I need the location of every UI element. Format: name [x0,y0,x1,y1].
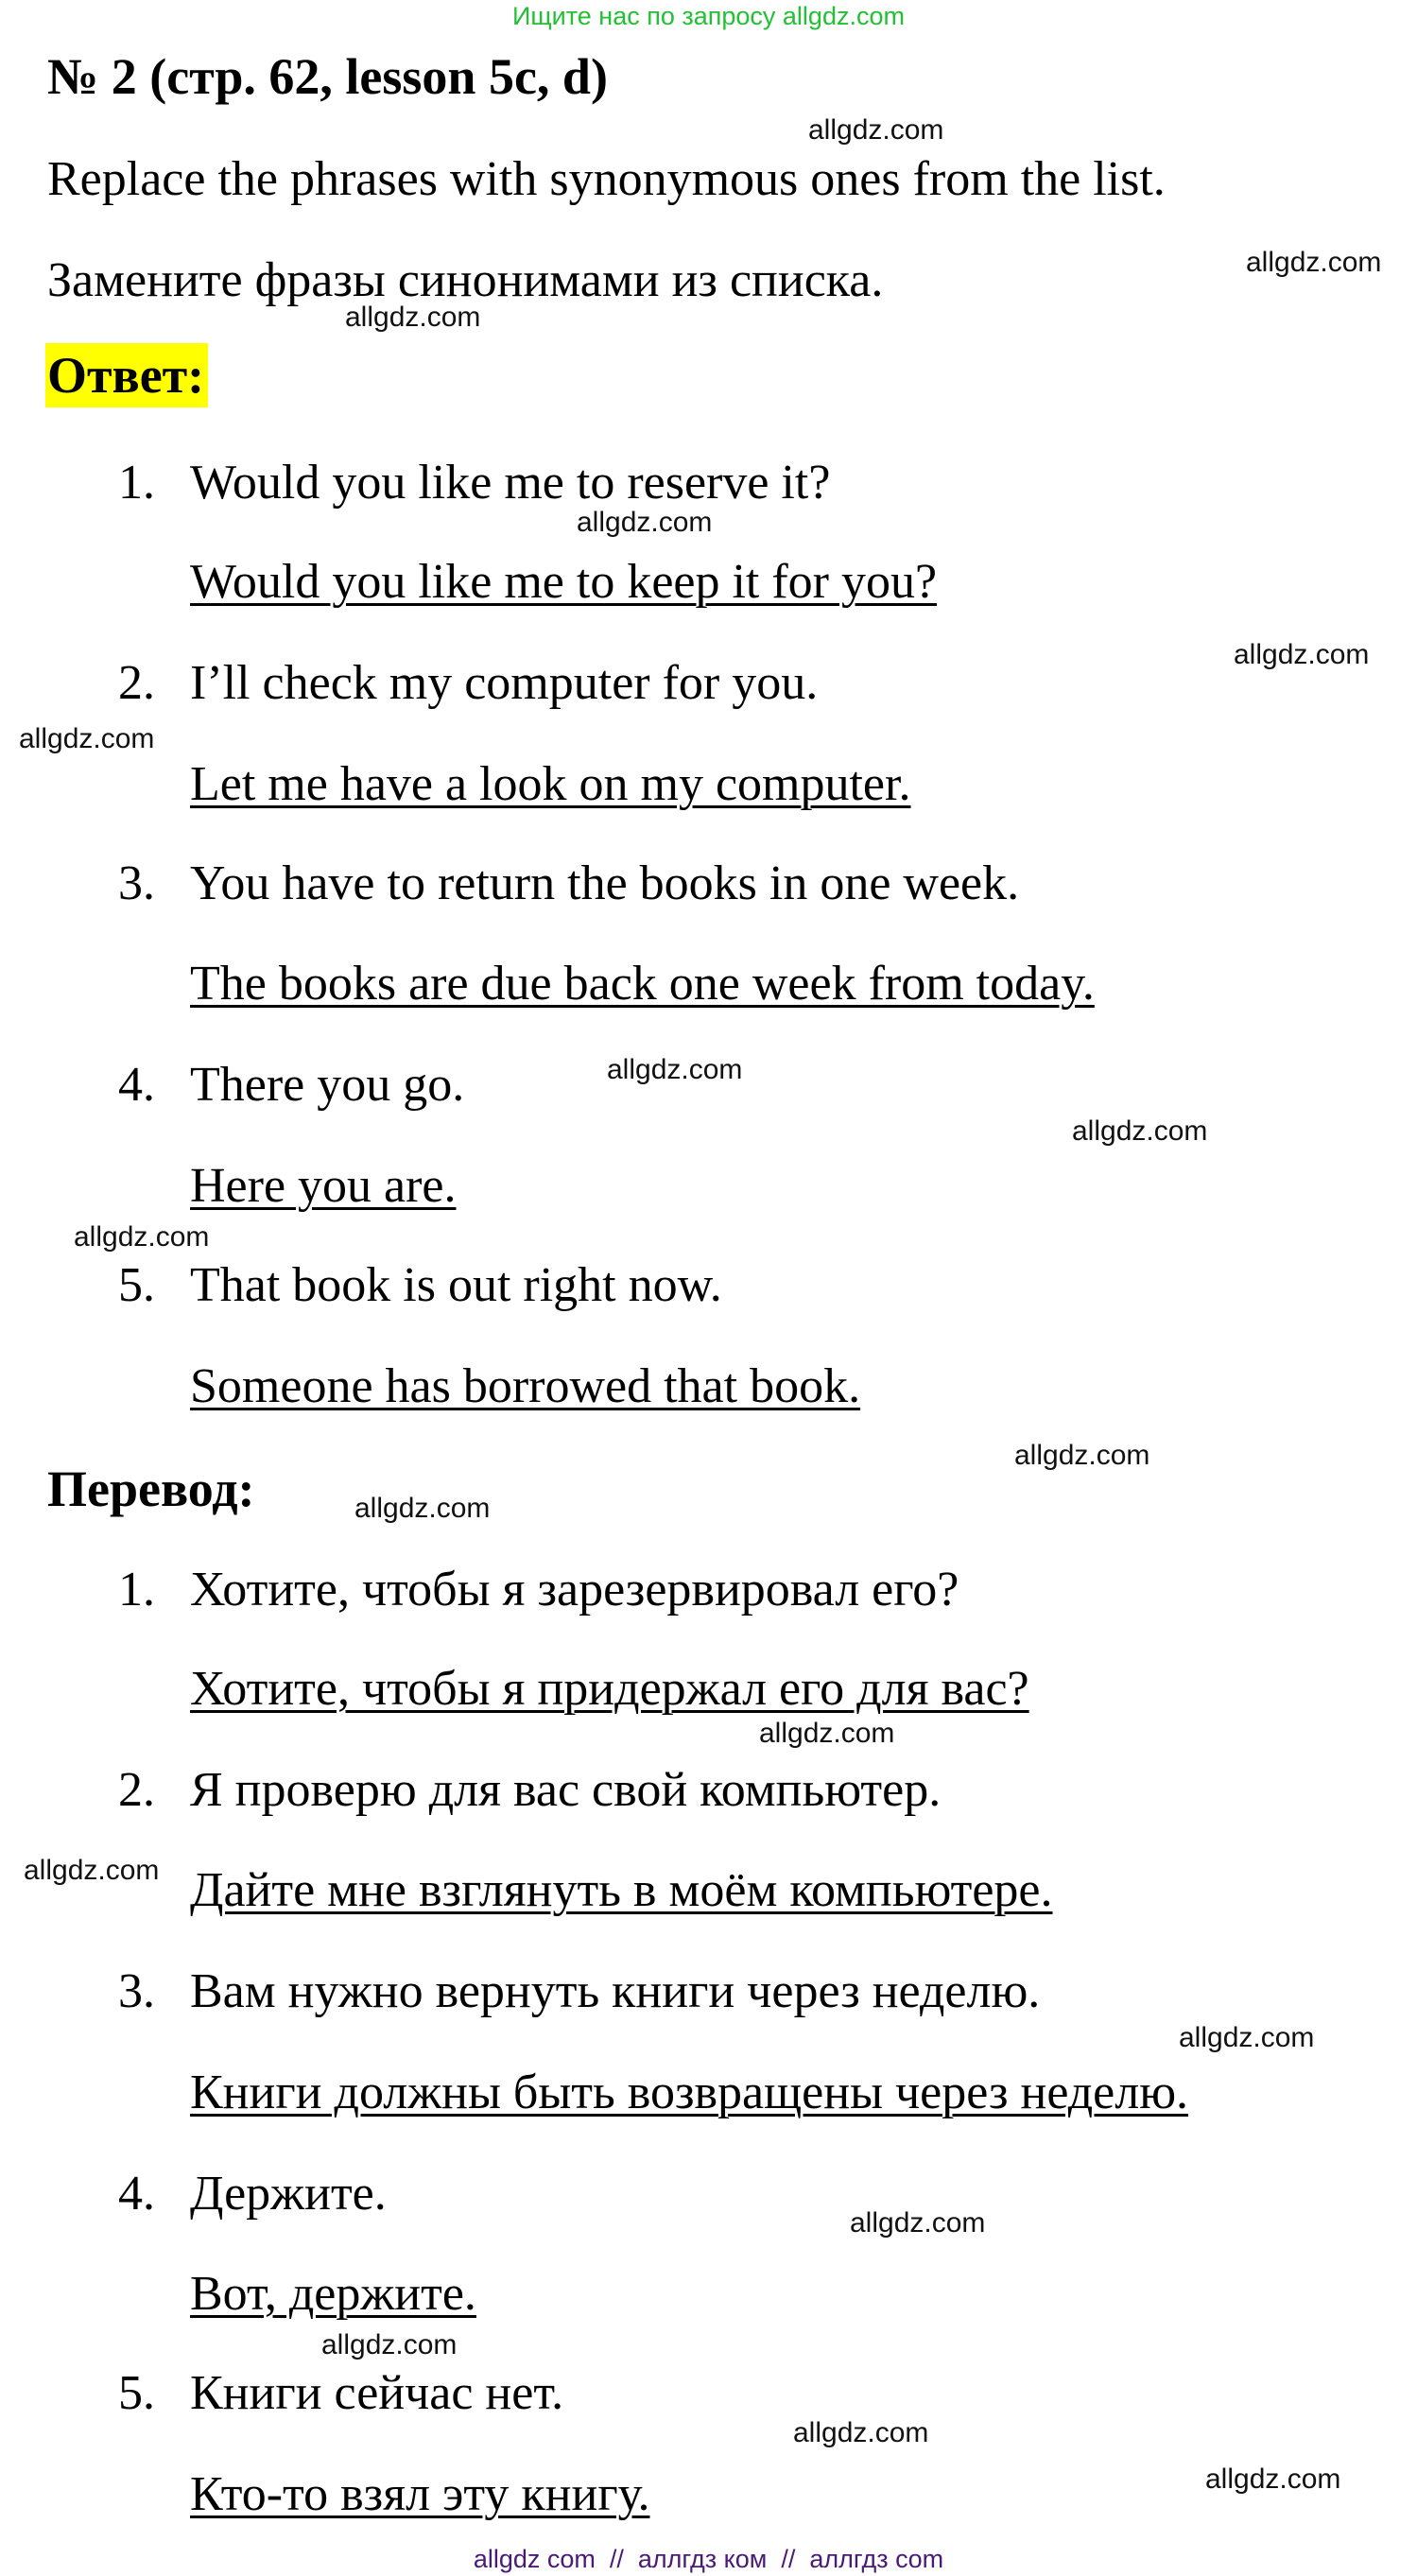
instruction-english: Replace the phrases with synonymous ones from the list. [47,152,1166,206]
translation-original: Я проверю для вас свой компьютер. [190,1763,942,1817]
watermark: allgdz.com [74,1221,210,1253]
watermark: allgdz.com [19,723,155,754]
translation-original: Держите. [190,2167,387,2221]
translation-synonym: Книги должны быть возвращены через неделю. [190,2066,1189,2119]
answer-number: 3. [118,856,155,910]
answer-number: 4. [118,1058,155,1112]
watermark: allgdz.com [850,2207,986,2239]
answer-original: Would you like me to reserve it? [190,456,831,510]
watermark: allgdz.com [321,2329,458,2360]
footer-links[interactable]: allgdz com // аллгдз ком // аллгдз com [473,2545,944,2573]
answer-number: 5. [118,1258,155,1312]
answer-synonym: Let me have a look on my computer. [190,757,911,811]
translation-synonym: Дайте мне взглянуть в моём компьютере. [190,1863,1053,1917]
answer-original: That book is out right now. [190,1258,722,1312]
watermark: allgdz.com [345,302,481,333]
watermark: allgdz.com [808,114,944,146]
answer-number: 2. [118,656,155,710]
instruction-russian: Замените фразы синонимами из списка. [47,253,884,307]
top-banner-link[interactable]: Ищите нас по запросу allgdz.com [512,2,905,30]
watermark: allgdz.com [1205,2464,1341,2495]
translation-original: Хотите, чтобы я зарезервировал его? [190,1563,959,1616]
watermark: allgdz.com [1014,1440,1150,1471]
watermark: allgdz.com [1246,247,1382,278]
translation-number: 5. [118,2366,155,2420]
answer-original: I’ll check my computer for you. [190,656,819,710]
translation-number: 2. [118,1763,155,1817]
watermark: allgdz.com [1179,2022,1315,2053]
translation-number: 4. [118,2167,155,2221]
translation-synonym: Хотите, чтобы я придержал его для вас? [190,1662,1029,1716]
answer-synonym: Would you like me to keep it for you? [190,555,938,609]
watermark: allgdz.com [577,507,713,538]
exercise-title: № 2 (стр. 62, lesson 5c, d) [47,48,608,105]
translation-original: Вам нужно вернуть книги через неделю. [190,1964,1041,2018]
answer-synonym: Here you are. [190,1159,457,1213]
watermark: allgdz.com [759,1718,895,1749]
answer-synonym: The books are due back one week from today. [190,957,1095,1011]
answer-original: You have to return the books in one week. [190,856,1020,910]
answer-original: There you go. [190,1058,465,1112]
translation-number: 1. [118,1563,155,1616]
watermark: allgdz.com [1234,639,1370,670]
translation-label: Перевод: [47,1461,255,1517]
translation-number: 3. [118,1964,155,2018]
watermark: allgdz.com [354,1493,491,1524]
answer-number: 1. [118,456,155,510]
answer-synonym: Someone has borrowed that book. [190,1359,861,1413]
watermark: allgdz.com [24,1855,160,1886]
translation-synonym: Кто-то взял эту книгу. [190,2467,650,2521]
translation-synonym: Вот, держите. [190,2267,476,2321]
watermark: allgdz.com [1072,1115,1208,1147]
answer-label: Ответ: [45,343,208,407]
watermark: allgdz.com [607,1054,743,1085]
watermark: allgdz.com [793,2417,929,2448]
translation-original: Книги сейчас нет. [190,2366,564,2420]
